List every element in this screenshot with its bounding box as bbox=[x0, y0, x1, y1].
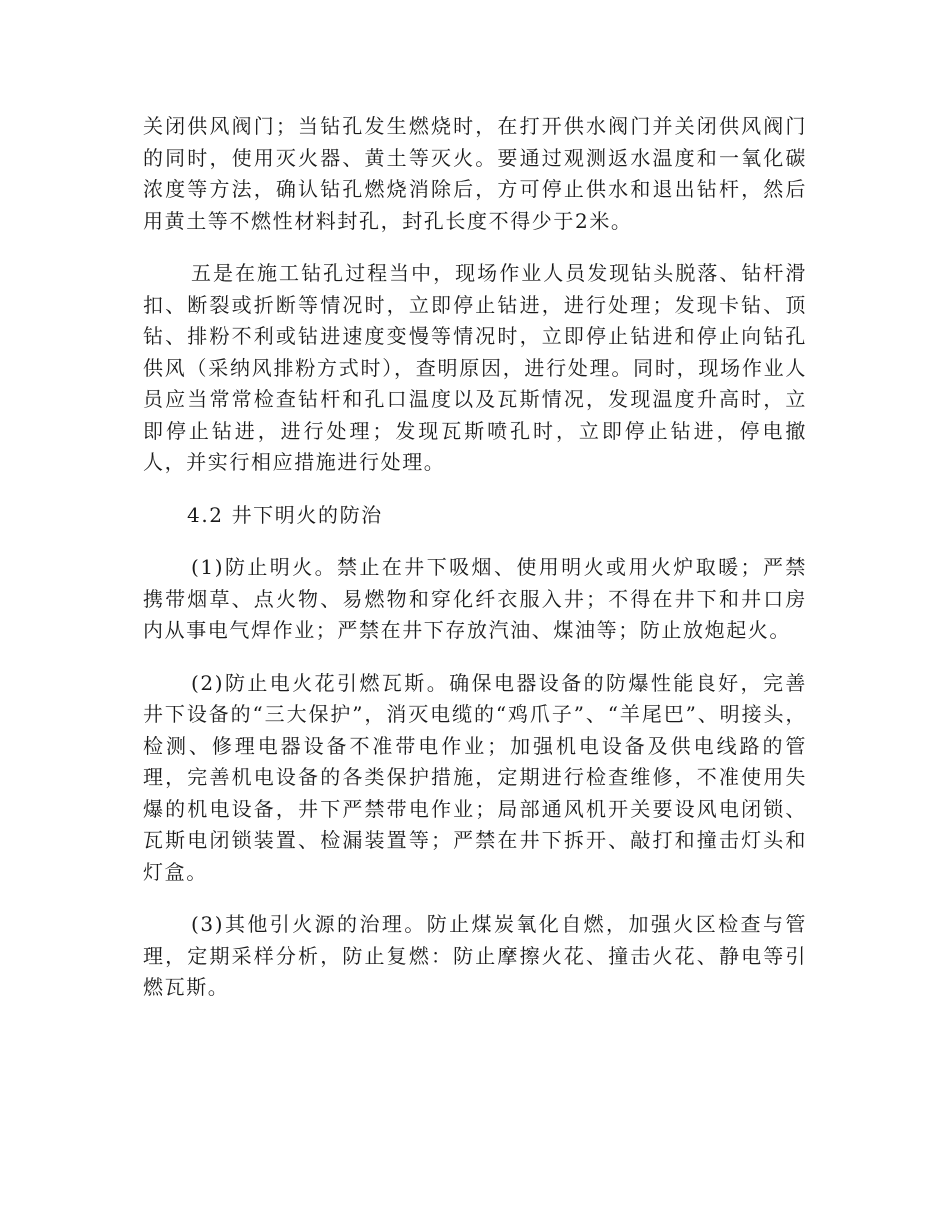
paragraph-prevent-open-fire: (1)防止明火。禁止在井下吸烟、使用明火或用火炉取暖；严禁携带烟草、点火物、易燃物和穿化纤衣服入井；不得在井下和井口房内从事电气焊作业；严禁在井下存放汽油、煤油等；防止放炮起火。 bbox=[143, 555, 807, 642]
paragraph-prevent-electric-spark: (2)防止电火花引燃瓦斯。确保电器设备的防爆性能良好，完善井下设备的“三大保护”，消灭电缆的“鸡爪子”、“羊尾巴”、明接头，检测、修理电器设备不准带电作业；加强机电设备及供电线路的管理，完善机电设备的各类保护措施，定期进行检查维修，不准使用失爆的机电设备，井下严禁带电作业；局部通风机开关要设风电闭锁、瓦斯电闭锁装置、检漏装置等；严禁在井下拆开、敲打和撞击灯头和灯盒。 bbox=[143, 670, 807, 884]
paragraph-drilling-process: 五是在施工钻孔过程当中，现场作业人员发现钻头脱落、钻杆滑扣、断裂或折断等情况时，立即停止钻进，进行处理；发现卡钻、顶钻、排粉不利或钻进速度变慢等情况时，立即停止钻进和停止向钻孔供风（采纳风排粉方式时），查明原因，进行处理。同时，现场作业人员应当常常检查钻杆和孔口温度以及瓦斯情况，发现温度升高时，立即停止钻进，进行处理；发现瓦斯喷孔时，立即停止钻进，停电撤人，并实行相应措施进行处理。 bbox=[143, 261, 807, 474]
paragraph-fire-extinguish-continuation: 关闭供风阀门；当钻孔发生燃烧时，在打开供水阀门并关闭供风阀门的同时，使用灭火器、黄土等灭火。要通过观测返水温度和一氧化碳浓度等方法，确认钻孔燃烧消除后，方可停止供水和退出钻杆，然后用黄土等不燃性材料封孔，封孔长度不得少于2米。 bbox=[143, 114, 807, 233]
paragraph-other-ignition-sources: (3)其他引火源的治理。防止煤炭氧化自燃，加强火区检查与管理，定期采样分析，防止复燃：防止摩擦火花、撞击火花、静电等引燃瓦斯。 bbox=[143, 912, 807, 999]
document-body bbox=[143, 111, 807, 1025]
section-heading-4-2: 4.2 井下明火的防治 bbox=[187, 502, 383, 527]
